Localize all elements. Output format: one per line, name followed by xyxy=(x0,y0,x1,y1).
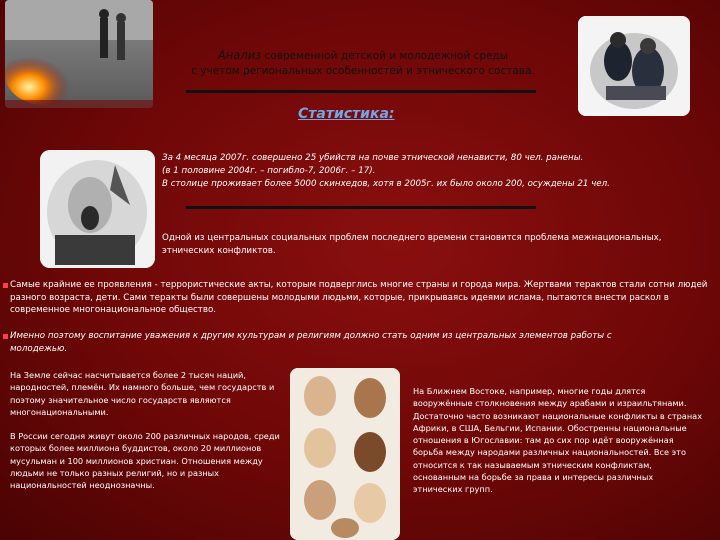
stat-line-1: За 4 месяца 2007г. совершено 25 убийств на почве этнической ненависти, 80 чел. ранены. xyxy=(162,153,584,163)
skinhead-photo xyxy=(40,150,155,268)
left-paragraph-2: В России сегодня живут около 200 различных народов, среди которых более миллиона буддистов, около 20 миллионов мусульман и 100 миллионов христиан. Отношения между людьми не только разных религий, но и разных национальностей неоднозначны. xyxy=(10,431,280,491)
stat-line-3: В столице проживает более 5000 скинхедов, хотя в 2005г. их было около 200, осуждены 21 чел. xyxy=(162,179,610,189)
children-collage-photo xyxy=(290,368,400,540)
respect-paragraph: Именно поэтому воспитание уважения к другим культурам и религиям должно стать одним из центральных элементов работы с молодежью. xyxy=(10,331,612,354)
extreme-paragraph: Самые крайние ее проявления - террористические акты, которым подверглись многие страны и города мира. Жертвами терактов стали сотни людей разного возраста, дети. Сами теракты были совершены молодыми людьми, которые, прикрываясь идеями ислама, пытаются внести раскол в современное многонациональное общество. xyxy=(10,280,708,315)
title-italic: Анализ xyxy=(217,48,262,62)
title-line1: современной детской и молодежной среды xyxy=(261,50,509,62)
slide-title xyxy=(178,48,548,79)
stat-line-2: (в 1 половине 2004г. – погибло-7, 2006г. – 17). xyxy=(162,166,376,176)
divider-middle xyxy=(186,206,536,209)
title-line2: с учетом региональных особенностей и этнического состава. xyxy=(191,65,535,77)
riot-fire-photo xyxy=(5,0,153,108)
statistics-text xyxy=(162,152,707,191)
bullet-2 xyxy=(3,334,8,339)
left-column xyxy=(10,369,285,492)
statistics-heading: Статистика: xyxy=(298,106,395,122)
police-photo xyxy=(578,16,690,116)
intro-paragraph: Одной из центральных социальных проблем последнего времени становится проблема межнациональных, этнических конфликтов. xyxy=(162,233,662,256)
bullet-1 xyxy=(3,283,8,288)
left-paragraph-1: На Земле сейчас насчитывается более 2 тысяч наций, народностей, племён. Их намного больше, чем государств и поэтому значительное число государств являются многонациональными. xyxy=(10,370,275,417)
right-column: На Ближнем Востоке, например, многие годы длятся вооружённые столкновения между арабами и израильтянами. Достаточно часто возникают национальные конфликты в странах Африки, в США, Бельгии, Испании. Обостренны национальные отношения в Югославии: там до сих пор идёт вооружённая борьба между народами различных национальностей. Все это относится к так называемым этническим конфликтам, основанным на борьбе за права и интересы различных этнических групп. xyxy=(413,386,703,495)
divider-top xyxy=(186,90,536,93)
